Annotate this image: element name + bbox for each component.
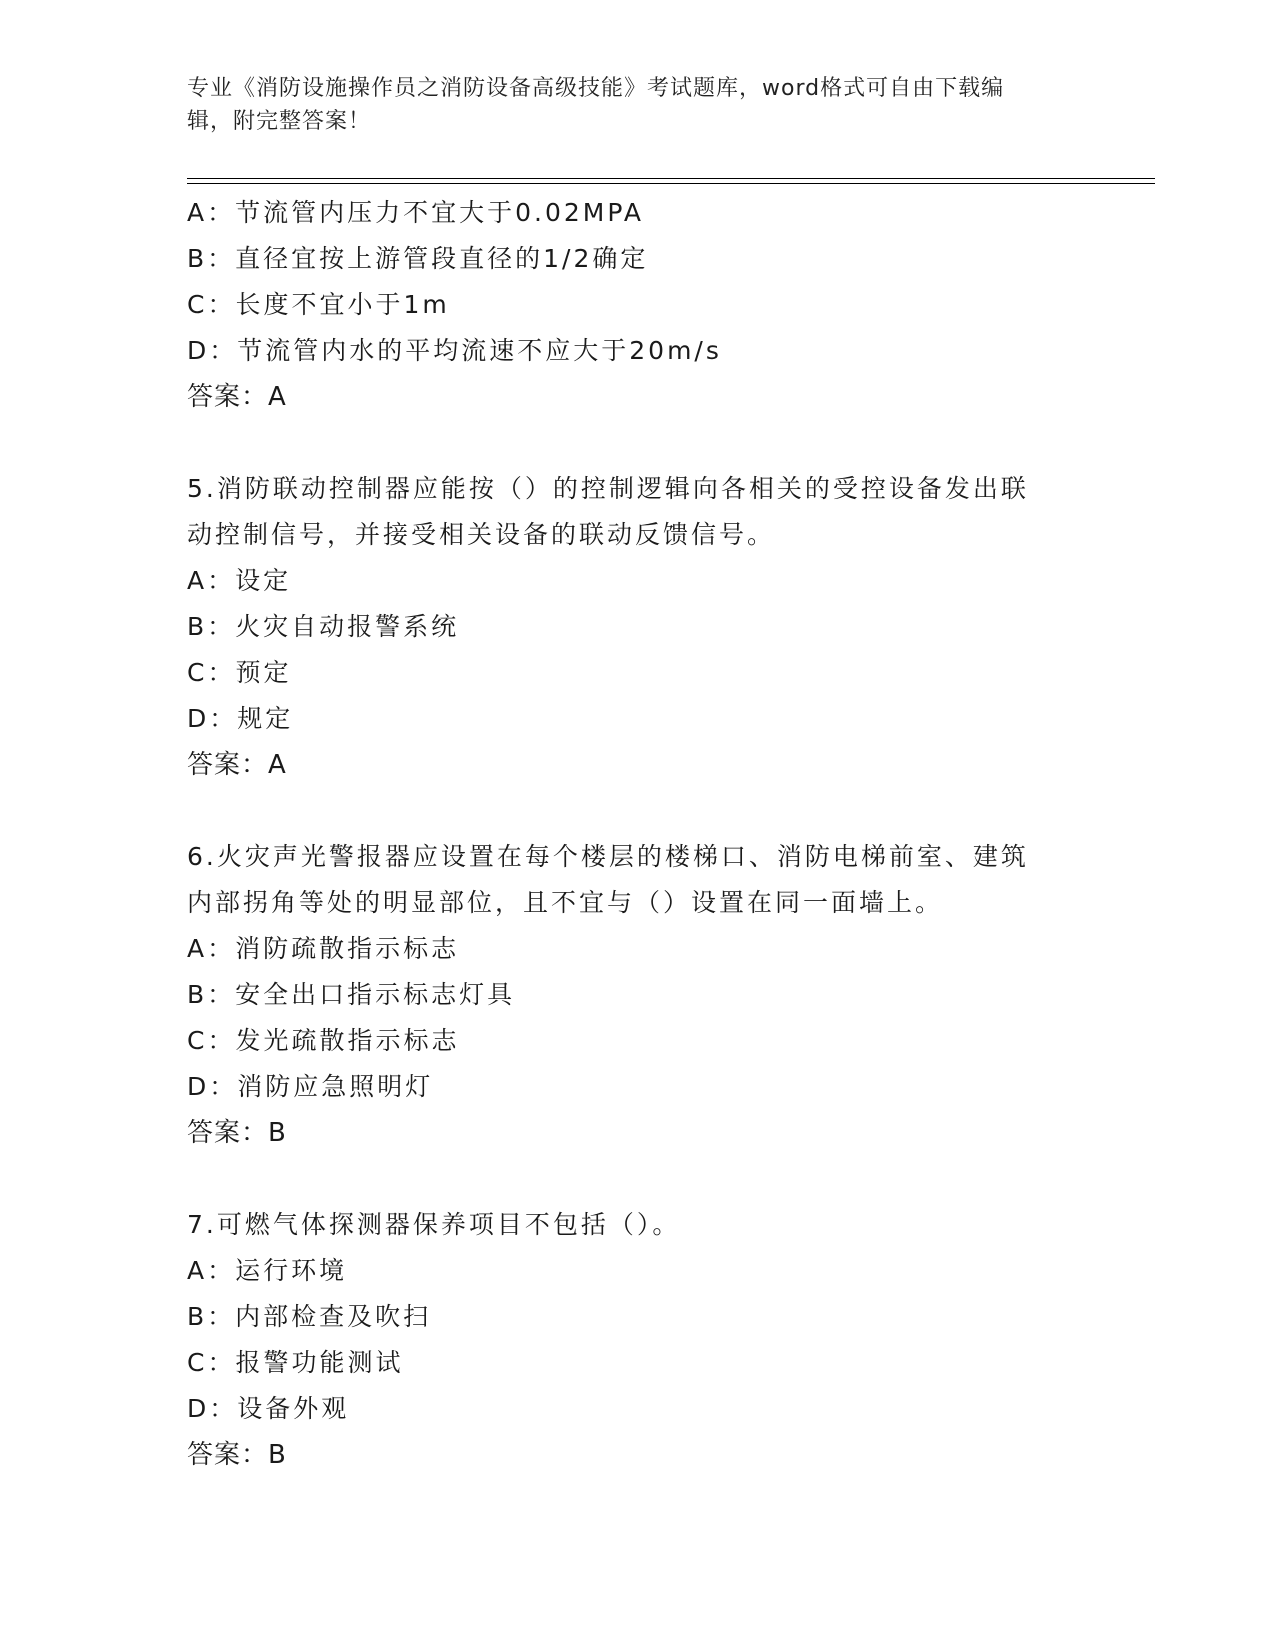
option-c: C：报警功能测试 [187, 1348, 404, 1377]
option-a: A：节流管内压力不宜大于0.02MPA [187, 198, 644, 227]
option-d: D：规定 [187, 704, 294, 733]
option-a: A：运行环境 [187, 1256, 348, 1285]
option-d: D：节流管内水的平均流速不应大于20m/s [187, 336, 722, 365]
answer: 答案：B [187, 1118, 287, 1148]
spacer [187, 1156, 1087, 1202]
option-d: D：设备外观 [187, 1394, 350, 1423]
question-6 [187, 834, 1087, 1156]
question-7 [187, 1202, 1087, 1478]
document-header [187, 72, 1067, 138]
option-b: B：直径宜按上游管段直径的1/2确定 [187, 244, 649, 273]
question-5 [187, 466, 1087, 788]
question-4 [187, 190, 1087, 420]
spacer [187, 788, 1087, 834]
question-stem-line-2: 动控制信号，并接受相关设备的联动反馈信号。 [187, 520, 776, 549]
option-a: A：设定 [187, 566, 292, 595]
option-b: B：火灾自动报警系统 [187, 612, 460, 641]
option-d: D：消防应急照明灯 [187, 1072, 434, 1101]
question-stem-line-1: 5.消防联动控制器应能按（）的控制逻辑向各相关的受控设备发出联 [187, 474, 1029, 503]
answer: 答案：A [187, 750, 287, 780]
option-b: B：内部检查及吹扫 [187, 1302, 432, 1331]
answer: 答案：B [187, 1440, 287, 1470]
spacer [187, 420, 1087, 466]
option-b: B：安全出口指示标志灯具 [187, 980, 516, 1009]
header-rule-bottom [187, 183, 1155, 184]
question-stem-line-2: 内部拐角等处的明显部位，且不宜与（）设置在同一面墙上。 [187, 888, 944, 917]
option-c: C：长度不宜小于1m [187, 290, 450, 319]
question-stem-line-1: 6.火灾声光警报器应设置在每个楼层的楼梯口、消防电梯前室、建筑 [187, 842, 1029, 871]
answer: 答案：A [187, 382, 287, 412]
option-c: C：预定 [187, 658, 292, 687]
question-stem-line-1: 7.可燃气体探测器保养项目不包括（）。 [187, 1210, 681, 1239]
header-line-2: 辑，附完整答案！ [187, 109, 372, 134]
option-c: C：发光疏散指示标志 [187, 1026, 460, 1055]
option-a: A：消防疏散指示标志 [187, 934, 460, 963]
question-list [187, 190, 1087, 1478]
header-rule-top [187, 178, 1155, 179]
header-line-1: 专业《消防设施操作员之消防设备高级技能》考试题库，word格式可自由下载编 [187, 76, 1005, 101]
